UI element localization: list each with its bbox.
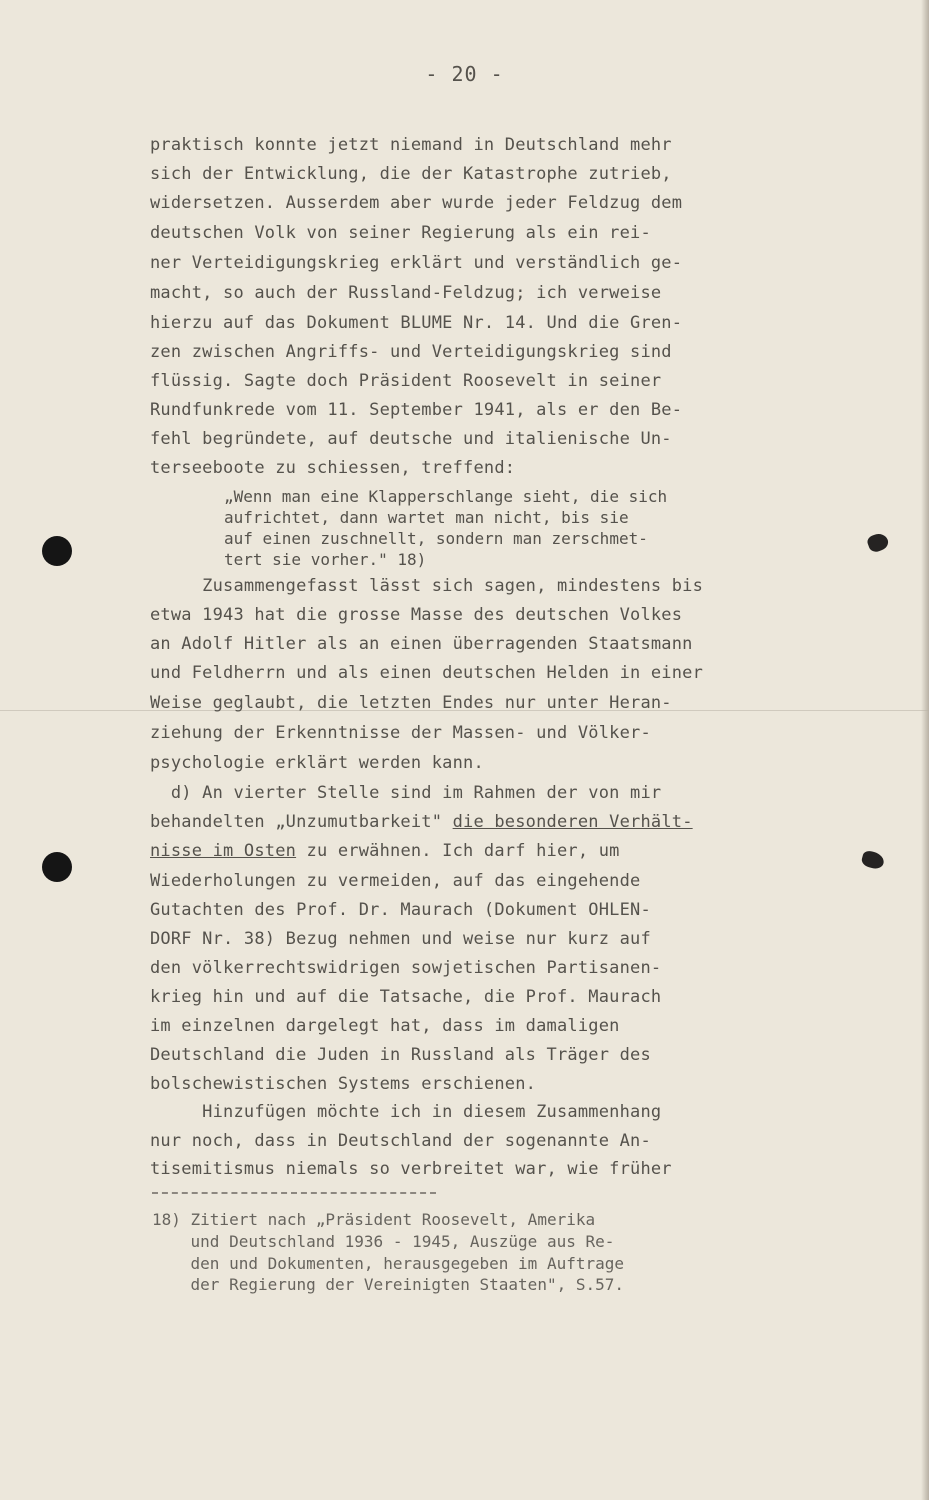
body-line: flüssig. Sagte doch Präsident Roosevelt in seiner [150, 371, 662, 391]
ink-mark [866, 531, 891, 554]
body-line: den völkerrechtswidrigen sowjetischen Partisanen- [150, 958, 662, 978]
body-line: Zusammengefasst lässt sich sagen, mindestens bis [150, 576, 704, 596]
body-line: Rundfunkrede vom 11. September 1941, als er den Be- [150, 400, 683, 420]
quote-line: aufrichtet, dann wartet man nicht, bis sie [224, 508, 629, 527]
body-line: etwa 1943 hat die grosse Masse des deutschen Volkes [150, 605, 683, 625]
body-text-span: behandelten „Unzumutbarkeit" [150, 812, 453, 832]
body-line: macht, so auch der Russland-Feldzug; ich verweise [150, 283, 662, 303]
footnote-line: und Deutschland 1936 - 1945, Auszüge aus Re- [152, 1232, 615, 1251]
body-line: zen zwischen Angriffs- und Verteidigungskrieg sind [150, 342, 672, 362]
quote-line: auf einen zuschnellt, sondern man zerschmet- [224, 529, 648, 548]
punch-hole-top [42, 536, 72, 566]
body-line-with-underline [150, 841, 620, 861]
quote-line: tert sie vorher." 18) [224, 550, 427, 569]
body-line: krieg hin und auf die Tatsache, die Prof. Maurach [150, 987, 662, 1007]
body-line: DORF Nr. 38) Bezug nehmen und weise nur kurz auf [150, 929, 651, 949]
body-line: ziehung der Erkenntnisse der Massen- und Völker- [150, 723, 651, 743]
footnote-separator [152, 1192, 436, 1194]
quote-line: „Wenn man eine Klapperschlange sieht, die sich [224, 487, 668, 506]
body-line: sich der Entwicklung, die der Katastrophe zutrieb, [150, 164, 672, 184]
body-line: und Feldherrn und als einen deutschen Helden in einer [150, 663, 704, 683]
footnote-line: den und Dokumenten, herausgegeben im Auftrage [152, 1254, 625, 1273]
body-line: psychologie erklärt werden kann. [150, 753, 484, 773]
body-line: ner Verteidigungskrieg erklärt und verständlich ge- [150, 253, 683, 273]
body-line: im einzelnen dargelegt hat, dass im damaligen [150, 1016, 620, 1036]
footnote-line: der Regierung der Vereinigten Staaten", S.57. [152, 1275, 625, 1294]
body-line: fehl begründete, auf deutsche und italienische Un- [150, 429, 672, 449]
underlined-text: die besonderen Verhält- [452, 812, 693, 832]
body-line: tisemitismus niemals so verbreitet war, wie früher [150, 1159, 672, 1179]
body-line: hierzu auf das Dokument BLUME Nr. 14. Und die Gren- [150, 313, 683, 333]
body-line: Wiederholungen zu vermeiden, auf das eingehende [150, 871, 641, 891]
ink-mark [860, 849, 885, 870]
footnote-line: 18) Zitiert nach „Präsident Roosevelt, Amerika [152, 1210, 596, 1229]
body-line: d) An vierter Stelle sind im Rahmen der von mir [150, 783, 662, 803]
underlined-text: nisse im Osten [150, 841, 297, 861]
body-line-with-underline [150, 812, 693, 832]
body-line: Weise geglaubt, die letzten Endes nur unter Heran- [150, 693, 672, 713]
body-line: praktisch konnte jetzt niemand in Deutschland mehr [150, 135, 672, 155]
body-line: Deutschland die Juden in Russland als Träger des [150, 1045, 651, 1065]
body-line: deutschen Volk von seiner Regierung als ein rei- [150, 223, 651, 243]
body-line: nur noch, dass in Deutschland der sogenannte An- [150, 1131, 651, 1151]
body-line: widersetzen. Ausserdem aber wurde jeder Feldzug dem [150, 193, 683, 213]
body-line: bolschewistischen Systems erschienen. [150, 1074, 537, 1094]
paper-edge-shadow [921, 0, 929, 1500]
body-line: terseeboote zu schiessen, treffend: [150, 458, 516, 478]
body-line: Hinzufügen möchte ich in diesem Zusammenhang [150, 1102, 662, 1122]
body-line: an Adolf Hitler als an einen überragenden Staatsmann [150, 634, 693, 654]
page-number: - 20 - [425, 62, 504, 86]
body-text-span: zu erwähnen. Ich darf hier, um [296, 841, 620, 861]
body-line: Gutachten des Prof. Dr. Maurach (Dokument OHLEN- [150, 900, 651, 920]
punch-hole-bottom [42, 852, 72, 882]
